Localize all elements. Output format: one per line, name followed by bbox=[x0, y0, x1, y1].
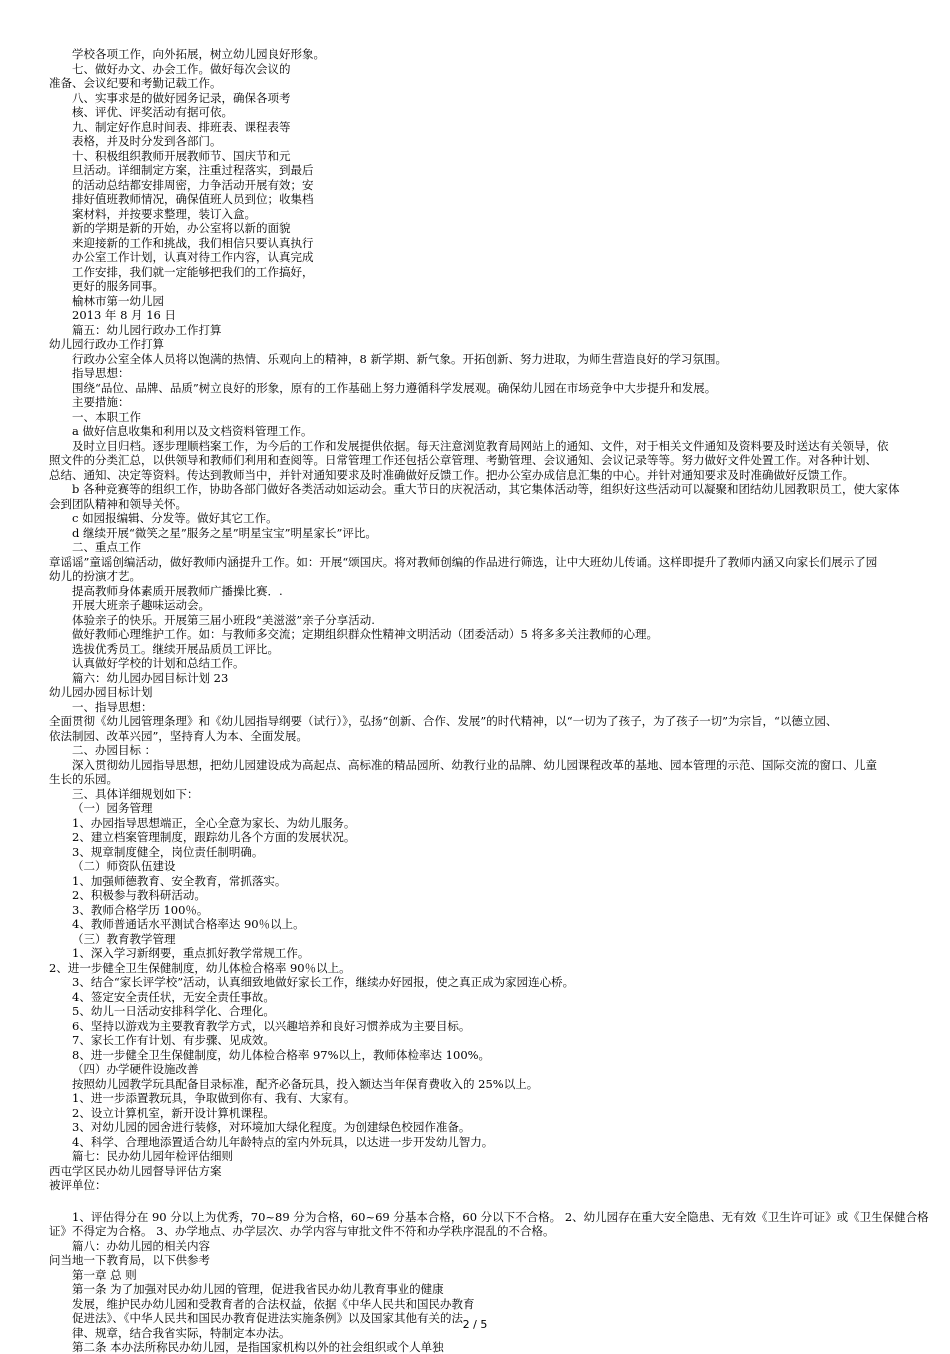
page-number: 2 / 5 bbox=[462, 1318, 488, 1331]
text-line: 来迎接新的工作和挑战，我们相信只要认真执行 bbox=[72, 235, 314, 250]
text-line: 选拔优秀员工。继续开展品质员工评比。 bbox=[72, 641, 279, 656]
text-line: 二、办园目标 ： bbox=[72, 743, 157, 757]
text-line: 深入贯彻幼儿园指导思想，把幼儿园建设成为高起点、高标准的精品园所、幼教行业的品牌、幼儿园课程改革的基地、园本管理的示范、国际交流的窗口、儿童 bbox=[72, 757, 877, 772]
text-line: b 各种竞赛等的组织工作，协助各部门做好各类活动如运动会。重大节日的庆祝活动，其它集体活动等，组织好这些活动可以凝聚和团结幼儿园教职员工，使大家体 bbox=[72, 482, 900, 496]
text-line: 的活动总结都安排周密，力争活动开展有效；安 bbox=[72, 177, 314, 192]
text-line: 开展大班亲子趣味运动会。 bbox=[72, 598, 210, 612]
text-line: 案材料，并按要求整理，装订入盒。 bbox=[72, 206, 256, 221]
text-line: 律、规章，结合我省实际，特制定本办法。 bbox=[72, 1325, 291, 1340]
text-line: 排好值班教师情况，确保值班人员到位；收集档 bbox=[72, 192, 314, 206]
text-line: 新的学期是新的开始，办公室将以新的面貌 bbox=[72, 221, 291, 235]
text-line: （四）办学硬件设施改善 bbox=[72, 1062, 199, 1076]
text-line: 生长的乐园。 bbox=[49, 772, 118, 786]
text-line: （一）园务管理 bbox=[72, 801, 153, 815]
text-line: 篇七：民办幼儿园年检评估细则 bbox=[72, 1149, 233, 1163]
text-line: 学校各项工作，向外拓展，树立幼儿园良好形象。 bbox=[72, 47, 325, 61]
text-line: 七、做好办文、办会工作。做好每次会议的 bbox=[72, 61, 291, 76]
text-line: 总结、通知、决定等资料。传达到教师当中，并针对通知要求及时准确做好反馈工作。把办公室办成信息汇集的中心。并针对通知要求及时准确做好反馈工作。 bbox=[49, 467, 854, 482]
text-line: 九、制定好作息时间表、排班表、课程表等 bbox=[72, 119, 291, 134]
text-line: 依法制园、改革兴园”，坚持育人为本、全面发展。 bbox=[49, 728, 308, 743]
text-line: 证》不得定为合格。 3、办学地点、办学层次、办学内容与审批文件不符和办学秩序混乱的不合格。 bbox=[49, 1224, 555, 1238]
text-line: 6、坚持以游戏为主要教育教学方式，以兴趣培养和良好习惯养成为主要目标。 bbox=[72, 1018, 471, 1033]
text-line: 及时立目归档。逐步理顺档案工作，为今后的工作和发展提供依据。每天注意浏览教育局网站上的通知、文件，对于相关文件通知及资料要及时送达有关领导，依 bbox=[72, 438, 889, 453]
text-line: 做好教师心理维护工作。如：与教师多交流；定期组织群众性精神文明活动（团委活动）5 将多多关注教师的心理。 bbox=[72, 627, 658, 641]
text-line: 二、重点工作 bbox=[72, 540, 141, 554]
text-line: 8、进一步健全卫生保健制度，幼儿体检合格率 97%以上，教师体检率达 100%。 bbox=[72, 1047, 491, 1062]
text-line: 发展，维护民办幼儿园和受教育者的合法权益，依据《中华人民共和国民办教育 bbox=[72, 1296, 475, 1311]
text-line: 第二条 本办法所称民办幼儿园，是指国家机构以外的社会组织或个人单独 bbox=[72, 1340, 444, 1354]
text-line: 5、幼儿一日活动安排科学化、合理化。 bbox=[72, 1004, 275, 1018]
text-line: 2、进一步健全卫生保健制度，幼儿体检合格率 90％以上。 bbox=[49, 960, 351, 975]
text-line: 2013 年 8 月 16 日 bbox=[72, 308, 176, 322]
text-line: 1、加强师德教育、安全教育，常抓落实。 bbox=[72, 873, 287, 888]
text-line: 行政办公室全体人员将以饱满的热情、乐观向上的精神，8 新学期、新气象。开拓创新、努力进取，为师生营造良好的学习氛围。 bbox=[72, 351, 727, 366]
text-line: 更好的服务同事。 bbox=[72, 279, 164, 293]
text-line: 被评单位： bbox=[49, 1178, 107, 1192]
text-line: 1、办园指导思想端正，全心全意为家长、为幼儿服务。 bbox=[72, 815, 356, 830]
text-line: 2、建立档案管理制度，跟踪幼儿各个方面的发展状况。 bbox=[72, 830, 356, 844]
text-line: （三）教育教学管理 bbox=[72, 931, 176, 946]
text-line: 2、积极参与教科研活动。 bbox=[72, 888, 206, 902]
text-line: 主要措施： bbox=[72, 395, 130, 409]
text-line: 4、教师普通话水平测试合格率达 90％以上。 bbox=[72, 917, 305, 931]
text-line: 西屯学区民办幼儿园督导评估方案 bbox=[49, 1163, 222, 1178]
text-line: 围绕“品位、品牌、品质”树立良好的形象，原有的工作基础上努力遵循科学发展观。确保幼儿园在市场竞争中大步提升和发展。 bbox=[72, 380, 717, 395]
text-line: 1、深入学习新纲要，重点抓好教学常规工作。 bbox=[72, 946, 310, 960]
text-line: 3、对幼儿园的园舍进行装修，对环境加大绿化程度。为创建绿色校园作准备。 bbox=[72, 1120, 471, 1134]
text-line: 4、科学、合理地添置适合幼儿年龄特点的室内外玩具，以达进一步开发幼儿智力。 bbox=[72, 1134, 494, 1149]
text-line: c 如园报编辑、分发等。做好其它工作。 bbox=[72, 511, 278, 525]
text-line: 幼儿园办园目标计划 bbox=[49, 685, 153, 699]
text-line: 一、本职工作 bbox=[72, 409, 141, 424]
text-line: 7、家长工作有计划、有步骤、见成效。 bbox=[72, 1033, 275, 1047]
text-line: 工作安排，我们就一定能够把我们的工作搞好， bbox=[72, 264, 314, 279]
text-line: 办公室工作计划，认真对待工作内容，认真完成 bbox=[72, 250, 314, 264]
text-line: 核、评优、评奖活动有据可依。 bbox=[72, 105, 233, 119]
text-line: 幼儿园行政办工作打算 bbox=[49, 337, 164, 351]
text-line: 认真做好学校的计划和总结工作。 bbox=[72, 656, 245, 670]
text-line: 准备、会议纪要和考勤记载工作。 bbox=[49, 76, 222, 90]
text-line: 指导思想： bbox=[72, 366, 130, 380]
text-line: 十、积极组织教师开展教师节、国庆节和元 bbox=[72, 148, 291, 163]
text-line: 篇八：办幼儿园的相关内容 bbox=[72, 1238, 210, 1253]
text-line: 3、规章制度健全，岗位责任制明确。 bbox=[72, 844, 264, 859]
text-line: 3、教师合格学历 100％。 bbox=[72, 902, 209, 917]
text-line: 一、指导思想： bbox=[72, 699, 153, 714]
text-line: 提高教师身体素质开展教师广播操比赛．. bbox=[72, 583, 283, 598]
text-line: a 做好信息收集和利用以及文档资料管理工作。 bbox=[72, 424, 313, 438]
text-line: 旦活动。详细制定方案，注重过程落实，到最后 bbox=[72, 163, 314, 177]
text-line: 榆林市第一幼儿园 bbox=[72, 293, 164, 308]
text-line: 幼儿的扮演才艺。 bbox=[49, 569, 141, 583]
text-line: （二）师资队伍建设 bbox=[72, 859, 176, 873]
text-line: 第一条 为了加强对民办幼儿园的管理，促进我省民办幼儿教育事业的健康 bbox=[72, 1282, 444, 1296]
text-line: 1、进一步添置教玩具，争取做到你有、我有、大家有。 bbox=[72, 1091, 356, 1105]
text-line: 促进法》、《中华人民共和国民办教育促进法实施条例》以及国家其他有关的法 bbox=[72, 1311, 463, 1325]
text-line: 按照幼儿园教学玩具配备目录标准，配齐必备玩具，投入额达当年保育费收入的 25%以上。 bbox=[72, 1076, 539, 1091]
text-line: 3、结合“家长评学校”活动，认真细致地做好家长工作，继续办好园报，使之真正成为家园连心桥。 bbox=[72, 975, 575, 989]
text-line: d 继续开展“微笑之星”服务之星”明星宝宝”明星家长”评比。 bbox=[72, 525, 377, 540]
text-line: 2、设立计算机室，新开设计算机课程。 bbox=[72, 1105, 275, 1120]
text-line: 1、评估得分在 90 分以上为优秀，70~89 分为合格，60~69 分基本合格，60 分以下不合格。 2、幼儿园存在重大安全隐患、无有效《卫生许可证》或《卫生保健合格 bbox=[72, 1209, 929, 1224]
text-line: 全面贯彻《幼儿园管理条理》和《幼儿园指导纲要（试行）》，弘扬“创新、合作、发展”的时代精神，以“一切为了孩子，为了孩子一切”为宗旨，“以德立园、 bbox=[49, 714, 838, 728]
text-line: 章谣谣”童谣创编活动，做好教师内涵提升工作。如：开展“颂国庆。将对教师创编的作品进行筛选，让中大班幼儿传诵。这样即提升了教师内涵又向家长们展示了园 bbox=[49, 554, 878, 569]
text-line: 第一章 总 则 bbox=[72, 1267, 137, 1282]
text-line: 4、签定安全责任状，无安全责任事故。 bbox=[72, 989, 275, 1004]
text-line: 八、实事求是的做好园务记录，确保各项考 bbox=[72, 90, 291, 105]
text-line: 篇六：幼儿园办园目标计划 23 bbox=[72, 670, 229, 685]
text-line: 照文件的分类汇总，以供领导和教师们利用和查阅等。日常管理工作还包括公章管理、考勤管理、会议通知、会议记录等等。努力做好文件处置工作。对各种计划、 bbox=[49, 453, 877, 467]
text-line: 三、具体详细规划如下： bbox=[72, 786, 199, 801]
text-line: 体验亲子的快乐。开展第三届小班段“美滋滋”亲子分享活动. bbox=[72, 612, 375, 627]
text-line: 问当地一下教育局，以下供参考 bbox=[49, 1253, 210, 1267]
text-line: 篇五：幼儿园行政办工作打算 bbox=[72, 322, 222, 337]
text-line: 表格，并及时分发到各部门。 bbox=[72, 134, 222, 148]
text-line: 会到团队精神和领导关怀。 bbox=[49, 496, 187, 511]
